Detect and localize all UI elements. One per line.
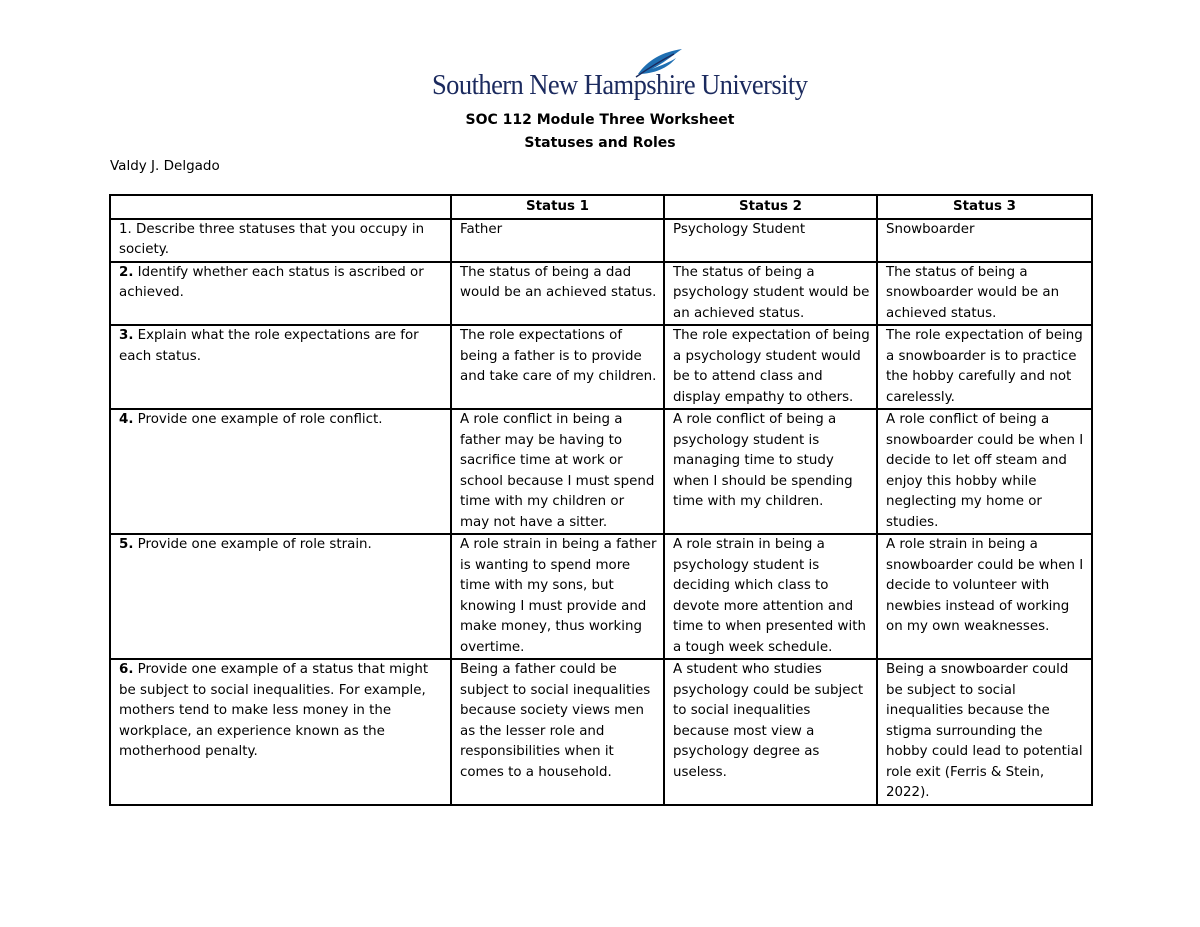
table-row xyxy=(110,659,1092,805)
table-row xyxy=(110,325,1092,409)
answer-cell: Psychology Student xyxy=(664,219,877,262)
answer-cell: A role conflict of being a snowboarder could be when I decide to let off steam and enjoy this hobby while neglecting my home or studies. xyxy=(877,409,1092,534)
table-row xyxy=(110,409,1092,534)
header-cell-status-2: Status 2 xyxy=(664,195,877,219)
table-row xyxy=(110,262,1092,326)
statuses-roles-table xyxy=(109,194,1093,806)
answer-cell: A role strain in being a father is wanting to spend more time with my sons, but knowing I must provide and make money, thus working overtime. xyxy=(451,534,664,659)
university-name: Southern New Hampshire University xyxy=(432,70,808,101)
question-text: Describe three statuses that you occupy in society. xyxy=(119,221,425,257)
question-cell xyxy=(110,534,451,659)
answer-cell: A student who studies psychology could be subject to social inequalities because most view a psychology degree as useless. xyxy=(664,659,877,805)
table-header-row xyxy=(110,195,1092,219)
author-name: Valdy J. Delgado xyxy=(110,158,220,174)
answer-cell: A role strain in being a psychology student is deciding which class to devote more attention and time to when presented with a tough week schedule. xyxy=(664,534,877,659)
answer-cell: The role expectations of being a father is to provide and take care of my children. xyxy=(451,325,664,409)
answer-cell: Father xyxy=(451,219,664,262)
table-row xyxy=(110,219,1092,262)
header-cell-status-3: Status 3 xyxy=(877,195,1092,219)
worksheet-title: SOC 112 Module Three Worksheet xyxy=(465,112,735,128)
answer-cell: A role strain in being a snowboarder could be when I decide to volunteer with newbies instead of working on my own weaknesses. xyxy=(877,534,1092,659)
question-cell xyxy=(110,409,451,534)
question-cell xyxy=(110,219,451,262)
answer-cell: The status of being a snowboarder would be an achieved status. xyxy=(877,262,1092,326)
answer-cell: The role expectation of being a snowboarder is to practice the hobby carefully and not carelessly. xyxy=(877,325,1092,409)
question-number: 4. xyxy=(119,412,134,427)
answer-cell: A role conflict in being a father may be having to sacrifice time at work or school because I must spend time with my children or may not have a sitter. xyxy=(451,409,664,534)
question-cell xyxy=(110,325,451,409)
answer-cell: Being a father could be subject to social inequalities because society views men as the lesser role and responsibilities when it comes to a household. xyxy=(451,659,664,805)
question-number: 3. xyxy=(119,328,134,343)
answer-cell: A role conflict of being a psychology student is managing time to study when I should be spending time with my children. xyxy=(664,409,877,534)
header-cell-blank xyxy=(110,195,451,219)
question-number: 6. xyxy=(119,662,134,677)
answer-cell: The role expectation of being a psychology student would be to attend class and display empathy to others. xyxy=(664,325,877,409)
table-row xyxy=(110,534,1092,659)
question-cell xyxy=(110,262,451,326)
answer-cell: The status of being a dad would be an achieved status. xyxy=(451,262,664,326)
question-number: 2. xyxy=(119,264,134,280)
worksheet-subtitle: Statuses and Roles xyxy=(524,135,676,151)
question-text: Provide one example of role strain. xyxy=(137,537,372,552)
question-text: Explain what the role expectations are for each status. xyxy=(119,328,419,364)
answer-cell: The status of being a psychology student would be an achieved status. xyxy=(664,262,877,326)
header-cell-status-1: Status 1 xyxy=(451,195,664,219)
question-text: Identify whether each status is ascribed or achieved. xyxy=(119,264,424,300)
question-text: Provide one example of a status that might be subject to social inequalities. For example, mothers tend to make less money in the workplace, an experience known as the motherhood penalty. xyxy=(119,662,429,759)
question-cell xyxy=(110,659,451,805)
answer-cell: Snowboarder xyxy=(877,219,1092,262)
question-number: 1. xyxy=(119,221,132,237)
university-logo xyxy=(432,48,808,104)
answer-cell: Being a snowboarder could be subject to social inequalities because the stigma surrounding the hobby could lead to potential role exit (Ferris & Stein, 2022). xyxy=(877,659,1092,805)
question-text: Provide one example of role conflict. xyxy=(137,412,383,427)
question-number: 5. xyxy=(119,537,134,552)
